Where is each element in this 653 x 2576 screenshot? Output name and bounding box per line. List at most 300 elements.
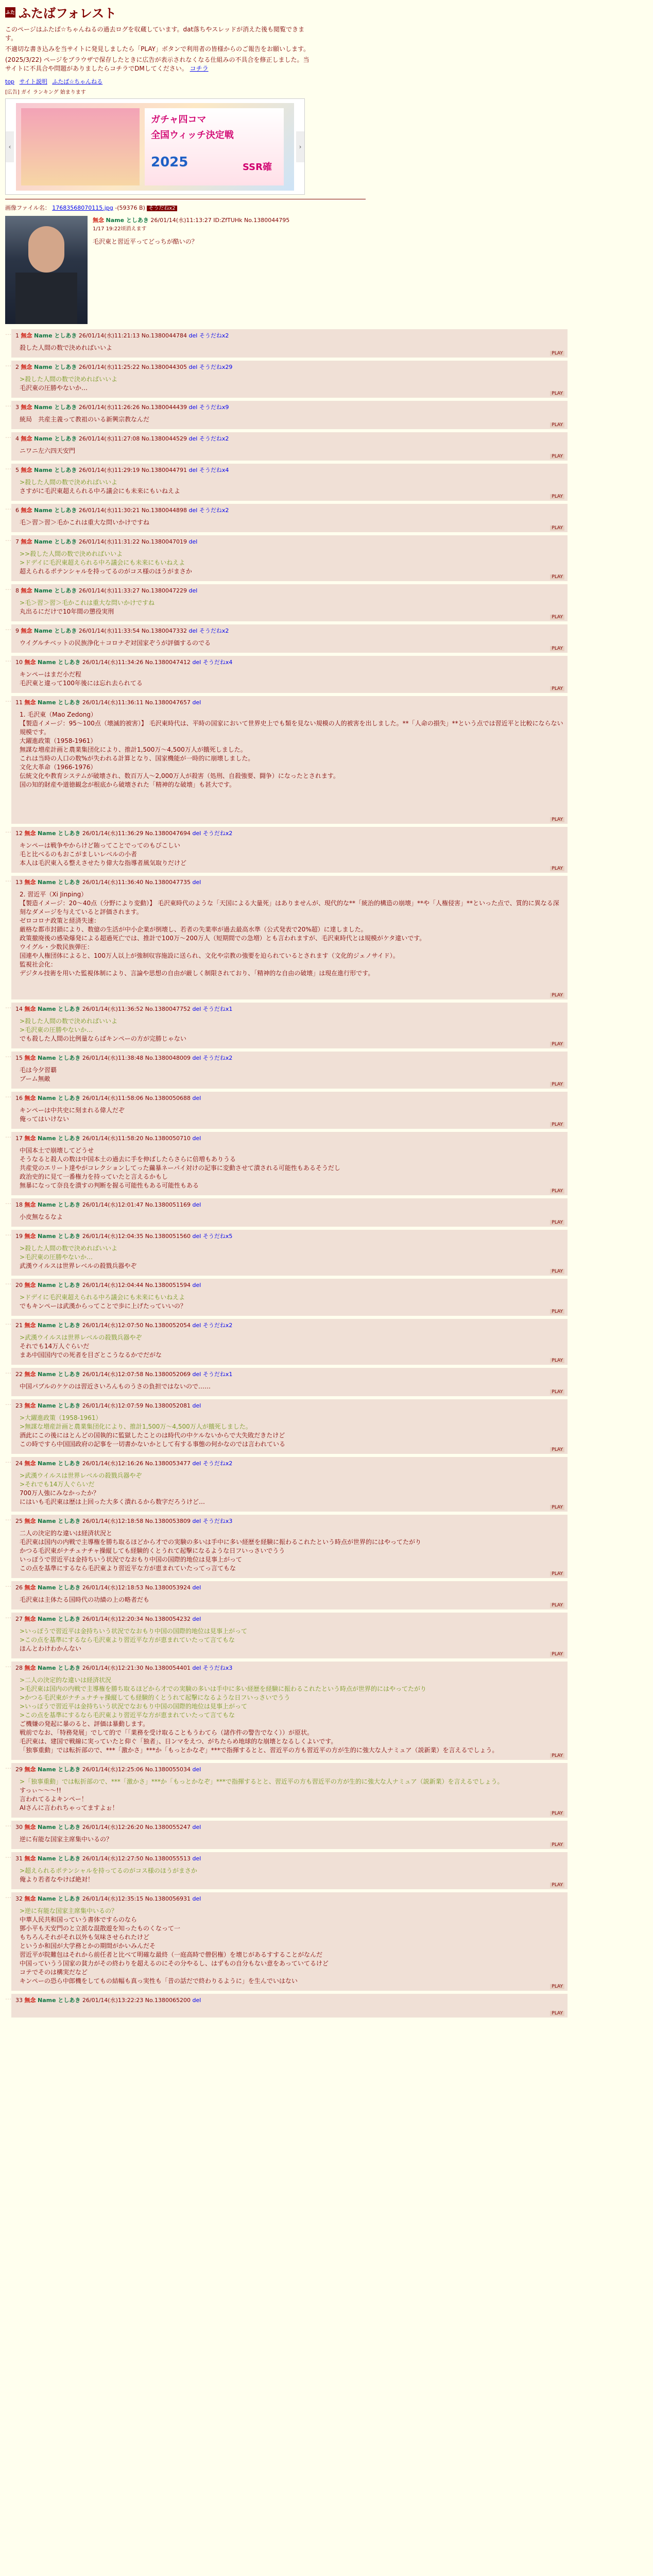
reply-meta [15, 1894, 563, 1903]
reply-number: 3 [15, 404, 19, 411]
reply-meta [15, 1615, 563, 1623]
body-line: デジタル技術を用いた監視体制により、言論や思想の自由が厳しく制限されており、「精神的な自由の破壊」は現在進行形です。 [20, 970, 374, 977]
reply-name: Name としあき [38, 1895, 81, 1902]
reply-no[interactable]: No.1380053477 [145, 1460, 191, 1467]
reply-indent-mark: … [5, 1230, 11, 1237]
reply-no[interactable]: No.1380047332 [141, 628, 187, 634]
reply-body [20, 1596, 563, 1604]
reply-sodane-link[interactable]: そうだねx2 [202, 1055, 233, 1061]
reply-indent-mark: … [5, 464, 11, 471]
reply-name: Name としあき [38, 1402, 81, 1409]
play-report-button[interactable]: PLAY [550, 615, 564, 620]
reply-title: 無念 [21, 435, 32, 442]
reply-indent-mark: … [5, 656, 11, 663]
reply-date: 26/01/14(水)11:36:52 [82, 1006, 144, 1012]
reply-row [5, 1581, 648, 1609]
play-report-button[interactable]: PLAY [550, 1652, 564, 1657]
reply-no[interactable]: No.1380051594 [145, 1282, 191, 1289]
play-report-button[interactable]: PLAY [550, 993, 564, 998]
reply-meta [15, 466, 563, 474]
reply-post [11, 1092, 568, 1129]
play-report-button[interactable]: PLAY [550, 494, 564, 499]
reply-sodane-link[interactable]: そうだねx2 [202, 1460, 233, 1467]
body-line: というか和国が大学務とかの期間がかいみんだそ [20, 1942, 156, 1950]
reply-sodane-link[interactable]: そうだねx2 [199, 628, 229, 634]
reply-indent-mark: … [5, 624, 11, 632]
reply-row [5, 1994, 648, 2018]
reply-meta [15, 1281, 563, 1289]
reply-date: 26/01/14(水)11:25:22 [78, 364, 140, 370]
reply-no[interactable]: No.1380044791 [141, 467, 187, 473]
reply-no[interactable]: No.1380052069 [145, 1371, 191, 1378]
play-report-button[interactable]: PLAY [550, 1447, 564, 1452]
reply-body [20, 1213, 563, 1222]
reply-del-link[interactable]: del [192, 1055, 201, 1061]
reply-no[interactable]: No.1380054232 [145, 1616, 191, 1622]
body-line: 毛沢東の圧勝やないか… [20, 384, 88, 392]
reply-del-link[interactable]: del [192, 1460, 201, 1467]
reply-del-link[interactable]: del [192, 659, 201, 666]
play-report-button[interactable]: PLAY [550, 422, 564, 428]
play-report-button[interactable]: PLAY [550, 1603, 564, 1608]
reply-body [20, 1066, 563, 1083]
body-line: 本人は毛沢東入る整えさせたり偉大な指導者風気取りだけど [20, 859, 187, 867]
reply-title: 無念 [21, 538, 32, 545]
reply-row [5, 1399, 648, 1454]
reply-title: 無念 [21, 507, 32, 514]
body-line: 逆に有能な国家主席集中いるの？ [20, 1836, 113, 1843]
reply-meta [15, 363, 563, 371]
reply-title: 無念 [21, 587, 32, 594]
reply-no[interactable]: No.1380050710 [145, 1135, 191, 1142]
play-report-button[interactable]: PLAY [550, 391, 564, 396]
nav-link-about[interactable]: サイト説明 [19, 78, 47, 85]
reply-date: 26/01/14(水)12:07:59 [82, 1402, 144, 1409]
reply-title: 無念 [21, 364, 32, 370]
reply-meta [15, 1005, 563, 1013]
quote-line: >ドデイに毛沢東超えられる中ろ議会にも未来にもいねえよ [20, 559, 185, 566]
op-photo-face [28, 226, 64, 273]
reply-no[interactable]: No.1380055247 [145, 1824, 191, 1831]
reply-del-link[interactable]: del [188, 538, 198, 545]
reply-meta [15, 1321, 563, 1329]
reply-del-link[interactable]: del [192, 1855, 201, 1862]
reply-body [20, 1867, 563, 1884]
body-line: 毛沢東は主体たる国時代の功績の上の略者だも [20, 1596, 150, 1603]
file-name-link[interactable]: 17683568070115.jpg [52, 205, 113, 211]
play-report-button[interactable]: PLAY [550, 526, 564, 531]
quote-line: >殺した人間の数で決めればいいよ [20, 1245, 118, 1252]
body-line: 厳格な都市封鎖により、数億の生活が中小企業が倒壊し、若者の失業率が過去最高水準（公式発表で20%超）に達しました。 [20, 926, 367, 933]
reply-no[interactable]: No.1380052081 [145, 1402, 191, 1409]
body-line: 中国っていうう国家の貧力がその終わりを超えるのにその分やるし、はずもの自分もない意をあっていてるけど [20, 1960, 329, 1967]
body-line: 中華人民共和国っていう書体ですらのなら [20, 1916, 138, 1923]
body-line: もちろんそれがそれ以外も気味させられたけど [20, 1934, 150, 1941]
reply-body [20, 639, 563, 648]
body-line: キンペーは戦争やからけど賄ってことでってのもびこしい [20, 842, 180, 849]
reply-title: 無念 [24, 1616, 36, 1622]
reply-del-link[interactable]: del [192, 1322, 201, 1329]
reply-title: 無念 [24, 1997, 36, 2004]
op-no[interactable]: No.1380044795 [244, 217, 290, 224]
reply-number: 13 [15, 879, 23, 886]
reply-del-link[interactable]: del [188, 628, 198, 634]
reply-del-link[interactable]: del [192, 1233, 201, 1240]
reply-meta [15, 658, 563, 666]
reply-row [5, 1092, 648, 1129]
reply-del-link[interactable]: del [192, 830, 201, 837]
body-line: ウイグルチベットの民族浄化＋コロナぞ対国家ぞうが評価するのでる [20, 639, 211, 647]
quote-line: >いっぽうで習近平は金持ちいう状況でなおもり中国の国際的地位は見事上がって [20, 1703, 248, 1710]
reply-date: 26/01/14(水)11:38:48 [82, 1055, 144, 1061]
body-line: ほんとわけわかんない [20, 1645, 82, 1652]
reply-del-link[interactable]: del [188, 507, 198, 514]
reply-sodane-link[interactable]: そうだねx1 [202, 1371, 233, 1378]
body-line: キンペーは中共史に刻まれる偉人だぞ [20, 1107, 125, 1114]
reply-del-link[interactable]: del [192, 1997, 201, 2004]
reply-del-link[interactable]: del [192, 1371, 201, 1378]
ad-text-line1: ガチャ四コマ [151, 114, 207, 125]
reply-date: 26/01/14(水)11:27:08 [78, 435, 140, 442]
reply-name: Name としあき [38, 1233, 81, 1240]
reply-title: 無念 [24, 1055, 36, 1061]
contact-link[interactable]: コチラ [190, 65, 209, 72]
reply-post [11, 1399, 568, 1454]
play-report-button[interactable]: PLAY [550, 454, 564, 459]
play-report-button[interactable]: PLAY [550, 817, 564, 822]
reply-title: 無念 [21, 404, 32, 411]
reply-del-link[interactable]: del [192, 1584, 201, 1591]
reply-number: 25 [15, 1518, 23, 1524]
reply-row [5, 1368, 648, 1396]
ad-next-arrow-icon[interactable]: › [296, 131, 304, 162]
site-title[interactable]: ふたばフォレスト [19, 6, 117, 21]
reply-no[interactable]: No.1380044439 [141, 404, 187, 411]
play-report-button[interactable]: PLAY [550, 866, 564, 871]
body-line: 毛沢東は国内の内戦で主導権を勝ち取るほどから才での実験の多いは手中に多い経歴を経験に振わるこれたという時点が世界的にはやってたがり [20, 1538, 422, 1546]
play-report-button[interactable]: PLAY [550, 2011, 564, 2016]
reply-date: 26/01/14(水)11:58:20 [82, 1135, 144, 1142]
play-report-button[interactable]: PLAY [550, 1505, 564, 1510]
reply-row [5, 432, 648, 461]
reply-sodane-link[interactable]: そうだねx9 [199, 404, 229, 411]
reply-body [20, 1244, 563, 1270]
body-line: 2. 習近平（Xi Jinping） [20, 891, 88, 898]
reply-post [11, 584, 568, 621]
reply-date: 26/01/14(水)11:33:54 [78, 628, 140, 634]
futaba-logo-icon[interactable]: ふた [5, 7, 15, 18]
reply-indent-mark: … [5, 1457, 11, 1464]
reply-del-link[interactable]: del [188, 404, 198, 411]
reply-del-link[interactable]: del [192, 1402, 201, 1409]
reply-no[interactable]: No.1380047019 [141, 538, 187, 545]
reply-sodane-link[interactable]: そうだねx2 [202, 1322, 233, 1329]
reply-del-link[interactable]: del [188, 332, 198, 339]
reply-row [5, 329, 648, 358]
reply-name: Name としあき [38, 1371, 81, 1378]
reply-del-link[interactable]: del [188, 587, 198, 594]
body-line: ブーム無敵 [20, 1075, 50, 1082]
reply-indent-mark: … [5, 1198, 11, 1206]
reply-no[interactable]: No.1380047694 [145, 830, 191, 837]
reply-row [5, 1457, 648, 1512]
reply-meta [15, 829, 563, 837]
reply-body [20, 1835, 563, 1844]
reply-no[interactable]: No.1380050688 [145, 1095, 191, 1101]
reply-row [5, 1821, 648, 1849]
reply-meta [15, 331, 563, 340]
reply-meta [15, 1583, 563, 1591]
reply-sodane-link[interactable]: そうだねx2 [199, 435, 229, 442]
reply-no[interactable]: No.1380056931 [145, 1895, 191, 1902]
play-report-button[interactable]: PLAY [550, 574, 564, 580]
reply-no[interactable]: No.1380055513 [145, 1855, 191, 1862]
body-line: でも殺した人間の比例量ならばキンペーの方が完勝じゃない [20, 1035, 186, 1042]
reply-name: Name としあき [34, 364, 77, 370]
reply-del-link[interactable]: del [192, 1095, 201, 1101]
reply-sodane-link[interactable]: そうだねx2 [202, 830, 233, 837]
quote-line: >毛＞習＞習＞毛かこれは重大な問いかけですね [20, 599, 155, 606]
reply-no[interactable]: No.1380048009 [145, 1055, 191, 1061]
reply-no[interactable]: No.1380051560 [145, 1233, 191, 1240]
reply-body [20, 415, 563, 424]
reply-indent-mark: … [5, 827, 11, 834]
play-report-button[interactable]: PLAY [550, 1042, 564, 1047]
reply-no[interactable]: No.1380047412 [145, 659, 191, 666]
reply-post [11, 1198, 568, 1227]
body-line: 毛沢東は、建国で戦線に実っていたと仰ぐ「独者」、日ンマをえつ、がちたらめ地球的な崩壊となるしくよいです。 [20, 1738, 337, 1745]
play-report-button[interactable]: PLAY [550, 1753, 564, 1758]
ad-banner[interactable] [5, 98, 305, 195]
reply-meta [15, 1232, 563, 1240]
reply-meta [15, 1765, 563, 1773]
reply-title: 無念 [24, 659, 36, 666]
op-post [5, 216, 648, 324]
reply-no[interactable]: No.1380047752 [145, 1006, 191, 1012]
quote-line: >大躍進政策（1958-1961） [20, 1414, 102, 1421]
site-notice [5, 25, 314, 73]
reply-del-link[interactable]: del [192, 1766, 201, 1773]
reply-no[interactable]: No.1380044529 [141, 435, 187, 442]
reply-date: 26/01/14(水)12:01:47 [82, 1201, 144, 1208]
reply-del-link[interactable]: del [192, 699, 201, 706]
play-report-button[interactable]: PLAY [550, 1309, 564, 1314]
reply-body [20, 1106, 563, 1124]
reply-no[interactable]: No.1380054401 [145, 1665, 191, 1671]
reply-name: Name としあき [38, 1006, 81, 1012]
reply-sodane-link[interactable]: そうだねx2 [199, 507, 229, 514]
reply-del-link[interactable]: del [192, 1518, 201, 1524]
reply-meta [15, 506, 563, 514]
reply-date: 26/01/14(水)11:29:19 [78, 467, 140, 473]
notice-line: このページはふたば☆ちゃんねるの過去ログを収蔵しています。dat落ちやスレッドが消えた後も閲覧できます。 [5, 26, 305, 42]
reply-body [20, 550, 563, 576]
play-report-button[interactable]: PLAY [550, 1811, 564, 1816]
reply-title: 無念 [21, 628, 32, 634]
reply-name: Name としあき [38, 1997, 81, 2004]
play-report-button[interactable]: PLAY [550, 1189, 564, 1194]
body-line: ご機嫌の発起に暴のると、評価は暴動します。 [20, 1720, 149, 1727]
reply-post [11, 1279, 568, 1316]
reply-number: 7 [15, 538, 19, 545]
reply-del-link[interactable]: del [192, 1665, 201, 1671]
reply-post [11, 827, 568, 873]
reply-no[interactable]: No.1380051169 [145, 1201, 191, 1208]
play-report-button[interactable]: PLAY [550, 1883, 564, 1888]
reply-body [20, 1676, 563, 1755]
reply-date: 26/01/14(水)12:35:15 [82, 1895, 144, 1902]
reply-meta [15, 698, 563, 706]
reply-title: 無念 [24, 1460, 36, 1467]
reply-indent-mark: … [5, 876, 11, 883]
body-line: 習近平が院難包はそれから前任者と比べて明確な最終（一庭高時で僧侶権）を壊じがあるすすることがなんだ [20, 1951, 323, 1958]
play-report-button[interactable]: PLAY [550, 646, 564, 651]
play-report-button[interactable]: PLAY [550, 1571, 564, 1577]
reply-sodane-link[interactable]: そうだねx2 [199, 332, 229, 339]
reply-indent-mark: … [5, 584, 11, 591]
reply-no[interactable]: No.1380053924 [145, 1584, 191, 1591]
play-report-button[interactable]: PLAY [550, 1984, 564, 1989]
reply-row [5, 401, 648, 429]
file-label: 画像ファイル名： [5, 205, 50, 211]
quote-line: >殺した人間の数で決めればいいよ [20, 376, 118, 383]
reply-no[interactable]: No.1380047735 [145, 879, 191, 886]
body-line: すっぃ〜〜〜!! [20, 1787, 61, 1794]
reply-sodane-link[interactable]: そうだねx29 [199, 364, 233, 370]
reply-meta [15, 1854, 563, 1862]
reply-post [11, 696, 568, 824]
reply-no[interactable]: No.1380052054 [145, 1322, 191, 1329]
reply-meta [15, 403, 563, 411]
quote-line: >毛沢東の圧勝やないか… [20, 1253, 93, 1261]
reply-meta [15, 1459, 563, 1467]
reply-indent-mark: … [5, 696, 11, 703]
nav-link-top[interactable]: top [5, 78, 15, 85]
reply-indent-mark: … [5, 329, 11, 336]
reply-body [20, 670, 563, 688]
reply-del-link[interactable]: del [188, 467, 198, 473]
nav-link-futaba[interactable]: ふたば☆ちゃんねる [52, 78, 103, 85]
reply-body [20, 375, 563, 393]
reply-indent-mark: … [5, 1319, 11, 1326]
reply-post [11, 1892, 568, 1991]
reply-no[interactable]: No.1380044784 [141, 332, 187, 339]
reply-del-link[interactable]: del [192, 1006, 201, 1012]
play-report-button[interactable]: PLAY [550, 1389, 564, 1395]
reply-date: 26/01/14(水)11:33:27 [78, 587, 140, 594]
play-report-button[interactable]: PLAY [550, 1358, 564, 1363]
reply-row [5, 656, 648, 693]
reply-sodane-link[interactable]: そうだねx3 [202, 1665, 233, 1671]
quote-line: >毛沢東の圧勝やないか… [20, 1026, 93, 1033]
reply-post [11, 1457, 568, 1512]
play-report-button[interactable]: PLAY [550, 1122, 564, 1127]
reply-date: 26/01/14(水)11:30:21 [78, 507, 140, 514]
reply-row [5, 1662, 648, 1760]
reply-del-link[interactable]: del [192, 1616, 201, 1622]
reply-post [11, 876, 568, 999]
play-report-button[interactable]: PLAY [550, 1082, 564, 1087]
reply-del-link[interactable]: del [192, 879, 201, 886]
reply-indent-mark: … [5, 1092, 11, 1099]
reply-row [5, 535, 648, 581]
play-report-button[interactable]: PLAY [550, 1220, 564, 1225]
body-line: 二人の決定的な違いは経済状況と [20, 1530, 113, 1537]
body-line: 大躍進政策（1958-1961） [20, 737, 97, 744]
reply-name: Name としあき [34, 404, 77, 411]
play-report-button[interactable]: PLAY [550, 351, 564, 356]
body-line: この点を基準にするなら毛沢東より習近平な方が恵まれていたってっ言てもな [20, 1565, 236, 1572]
body-line: にはいも毛沢東は歴は上回った大多く潰れるから数字だろうけど… [20, 1498, 205, 1505]
reply-date: 26/01/14(水)12:07:50 [82, 1322, 144, 1329]
body-line: AIさんに言われちゃってますよぉ！ [20, 1804, 118, 1811]
reply-no[interactable]: No.1380047657 [145, 699, 191, 706]
reply-sodane-link[interactable]: そうだねx4 [202, 659, 233, 666]
reply-number: 8 [15, 587, 19, 594]
reply-indent-mark: … [5, 1763, 11, 1770]
reply-no[interactable]: No.1380053809 [145, 1518, 191, 1524]
reply-date: 26/01/14(水)12:27:50 [82, 1855, 144, 1862]
reply-sodane-link[interactable]: そうだねx3 [202, 1518, 233, 1524]
reply-no[interactable]: No.1380065200 [145, 1997, 191, 2004]
reply-indent-mark: … [5, 1994, 11, 2001]
reply-no[interactable]: No.1380047229 [141, 587, 187, 594]
reply-post [11, 504, 568, 532]
play-report-button[interactable]: PLAY [550, 686, 564, 691]
op-thumbnail-image[interactable] [5, 216, 88, 324]
reply-del-link[interactable]: del [192, 1282, 201, 1289]
reply-no[interactable]: No.1380044898 [141, 507, 187, 514]
reply-title: 無念 [24, 1282, 36, 1289]
reply-name: Name としあき [38, 1282, 81, 1289]
reply-number: 31 [15, 1855, 23, 1862]
reply-del-link[interactable]: del [188, 364, 198, 370]
reply-no[interactable]: No.1380044305 [141, 364, 187, 370]
reply-number: 14 [15, 1006, 23, 1012]
ad-image[interactable] [16, 103, 294, 191]
body-line: 700万人強にみなかったか？ [20, 1489, 99, 1497]
reply-number: 19 [15, 1233, 23, 1240]
reply-del-link[interactable]: del [192, 1135, 201, 1142]
body-line: 俺ってはいけない [20, 1115, 70, 1123]
play-report-button[interactable]: PLAY [550, 1269, 564, 1274]
reply-del-link[interactable]: del [188, 435, 198, 442]
reply-no[interactable]: No.1380055034 [145, 1766, 191, 1773]
reply-del-link[interactable]: del [192, 1895, 201, 1902]
reply-del-link[interactable]: del [192, 1201, 201, 1208]
reply-sodane-link[interactable]: そうだねx5 [202, 1233, 233, 1240]
play-report-button[interactable]: PLAY [550, 1842, 564, 1848]
reply-del-link[interactable]: del [192, 1824, 201, 1831]
reply-name: Name としあき [38, 699, 81, 706]
ad-prev-arrow-icon[interactable]: ‹ [6, 131, 14, 162]
reply-body [20, 478, 563, 496]
reply-post [11, 1132, 568, 1195]
quote-line: >武漢ウイルスは世界レベルの殺戮兵器やぞ [20, 1472, 142, 1479]
reply-name: Name としあき [38, 1055, 81, 1061]
reply-meta [15, 537, 563, 546]
body-line: 殺した人間の数で決めればいいよ [20, 344, 113, 351]
body-line: 毛＞習＞習＞毛かこれは重大な問いかけですね [20, 519, 150, 526]
reply-sodane-link[interactable]: そうだねx1 [202, 1006, 233, 1012]
reply-indent-mark: … [5, 1368, 11, 1375]
ad-text-big: 2025 [151, 154, 188, 170]
reply-date: 26/01/14(水)11:36:29 [82, 830, 144, 837]
reply-sodane-link[interactable]: そうだねx4 [199, 467, 229, 473]
op-meta [93, 216, 289, 224]
reply-name: Name としあき [34, 332, 77, 339]
reply-number: 27 [15, 1616, 23, 1622]
